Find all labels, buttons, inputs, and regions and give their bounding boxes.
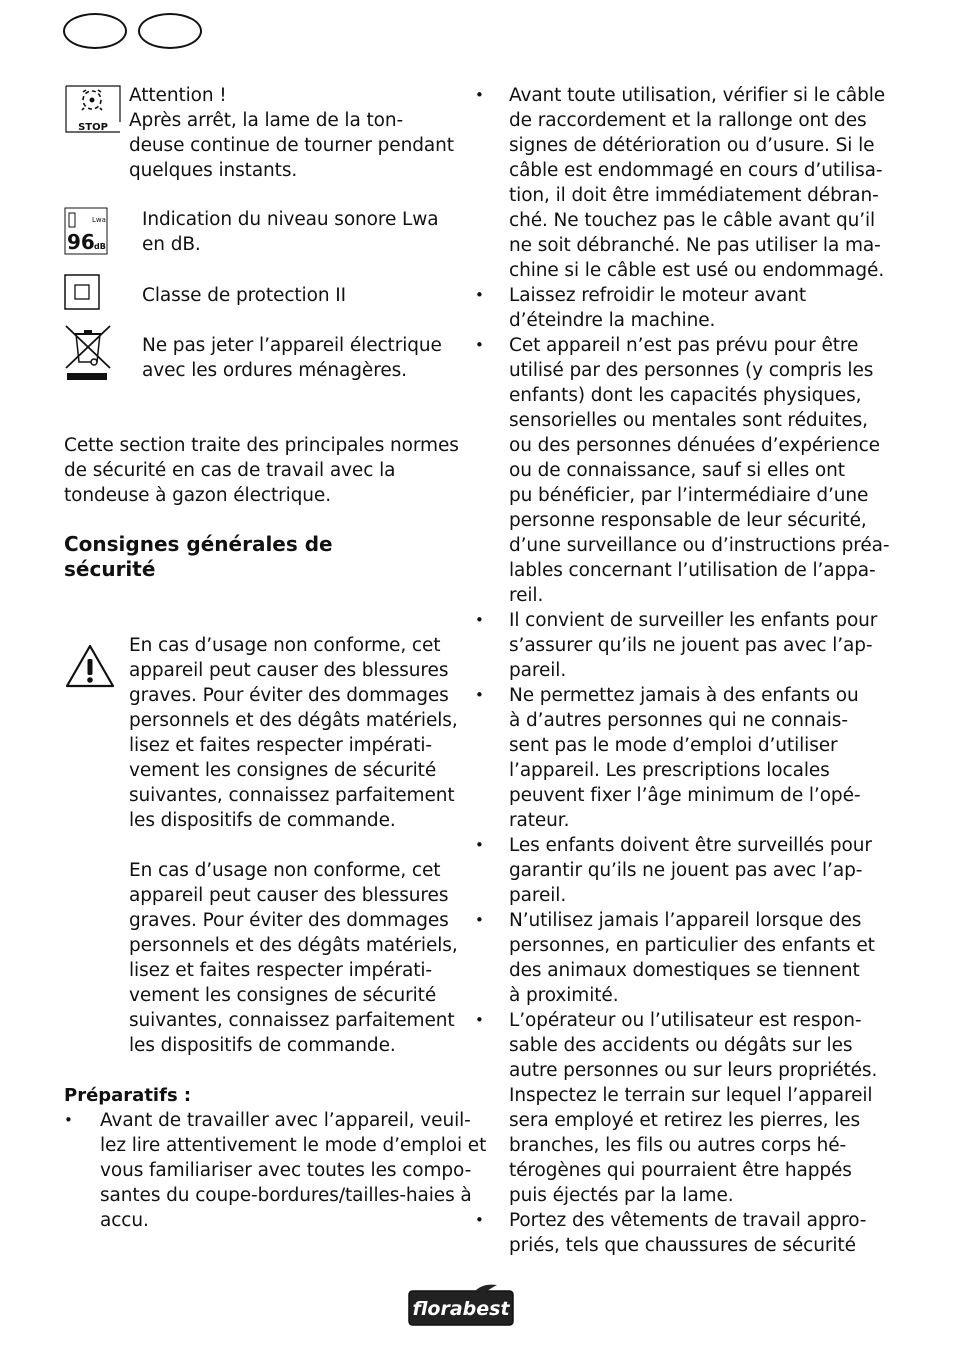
section-title: Consignes générales de sécurité	[64, 532, 333, 581]
bullet-text: L’opérateur ou l’utilisateur est respon- sable des accidents ou dégâts sur les autre personnes ou sur leurs propriétés. Inspectez le terrain sur lequel l’appareil sera employé et retirez les pierres, les branches, les fils ou autres corps hé- térogènes qui pourraient être happés puis éjectés par la lame.	[509, 1010, 878, 1206]
bullet-text: Ne permettez jamais à des enfants ou à d’autres personnes qui ne connais- sent pas le mode d’emploi d’utiliser l’appareil. Les prescriptions locales peuvent fixer l’âge minimum de l’opé- rateur.	[509, 685, 861, 831]
stop-text: Après arrêt, la lame de la ton- deuse continue de tourner pendant quelques instants.	[129, 110, 454, 181]
bullet-text: Les enfants doivent être surveillés pour garantir qu’ils ne jouent pas avec l’ap- pareil.	[509, 835, 872, 906]
noise-icon-label: Lwa	[92, 216, 106, 224]
weee-bin-icon	[64, 324, 112, 382]
noise-level-icon	[64, 207, 108, 255]
bullet: •	[64, 1111, 73, 1129]
bullet: •	[475, 1011, 484, 1029]
class2-text: Classe de protection II	[142, 285, 346, 306]
bullet-text: Laissez refroidir le moteur avant d’éteindre la machine.	[509, 285, 807, 331]
logo-text: florabest	[412, 1298, 510, 1320]
warning-paragraph-1: En cas d’usage non conforme, cet appareil peut causer des blessures graves. Pour éviter des dommages personnels et des dégâts matériels, lisez et faites respecter impérati- vement les consignes de sécurité suivantes, connaissez parfaitement les dispositifs de commande.	[129, 635, 458, 831]
warning-paragraph-2: En cas d’usage non conforme, cet appareil peut causer des blessures graves. Pour éviter des dommages personnels et des dégâts matériels, lisez et faites respecter impérati- vement les consignes de sécurité suivantes, connaissez parfaitement les dispositifs de commande.	[129, 860, 458, 1056]
bullet: •	[475, 1211, 484, 1229]
bullet-text: Cet appareil n’est pas prévu pour être utilisé par des personnes (y compris les enfants) dont les capacités physiques, sensorielles ou mentales sont réduites, ou des personnes dénuées d’expérience ou de connaissance, sauf si elles ont pu bénéficier, par l’intermédiaire d’une personne responsable de leur sécurité, d’une surveillance ou d’instructions préa- lables concernant l’utilisation de l’appa- reil.	[509, 335, 890, 606]
bullet: •	[475, 336, 484, 354]
noise-icon-unit: dB	[94, 242, 106, 251]
bullet-text: Il convient de surveiller les enfants pour s’assurer qu’ils ne jouent pas avec l’ap- pareil.	[509, 610, 878, 681]
warning-triangle-icon	[64, 643, 116, 689]
bullet-text: Avant toute utilisation, vérifier si le câble de raccordement et la rallonge ont des signes de détérioration ou d’usure. Si le câble est endommagé en cours d’utilisa- tion, il doit être immédiatement débran- ché. Ne touchez pas le câble avant qu’il ne soit débranché. Ne pas utiliser la ma- chine si le câble est usé ou endommagé.	[509, 85, 886, 281]
bullet-text: N’utilisez jamais l’appareil lorsque des personnes, en particulier des enfants et des animaux domestiques se tiennent à proximité.	[509, 910, 875, 1006]
stop-title: Attention !	[129, 85, 227, 106]
bullet: •	[475, 911, 484, 929]
bullet: •	[475, 86, 484, 104]
noise-text: Indication du niveau sonore Lwa en dB.	[142, 209, 439, 255]
stop-icon-label: STOP	[78, 122, 108, 133]
noise-icon-value: 96	[67, 230, 95, 254]
florabest-logo	[405, 1283, 517, 1331]
blade-stop-icon	[64, 84, 122, 134]
weee-text: Ne pas jeter l’appareil électrique avec les ordures ménagères.	[142, 335, 442, 381]
preparatifs-title: Préparatifs :	[64, 1085, 192, 1106]
language-pill-2	[138, 13, 202, 49]
intro-paragraph: Cette section traite des principales normes de sécurité en cas de travail avec la tondeuse à gazon électrique.	[64, 435, 459, 506]
bullet: •	[475, 286, 484, 304]
language-pill-1	[63, 13, 127, 49]
protection-class-ii-icon	[64, 274, 100, 310]
bullet: •	[475, 686, 484, 704]
bullet: •	[475, 836, 484, 854]
bullet-text: Portez des vêtements de travail appro- priés, tels que chaussures de sécurité	[509, 1210, 867, 1256]
bullet: •	[475, 611, 484, 629]
bullet-text: Avant de travailler avec l’appareil, veuil- lez lire attentivement le mode d’emploi et vous familiariser avec toutes les compo- santes du coupe-bordures/tailles-haies à accu.	[100, 1110, 487, 1231]
